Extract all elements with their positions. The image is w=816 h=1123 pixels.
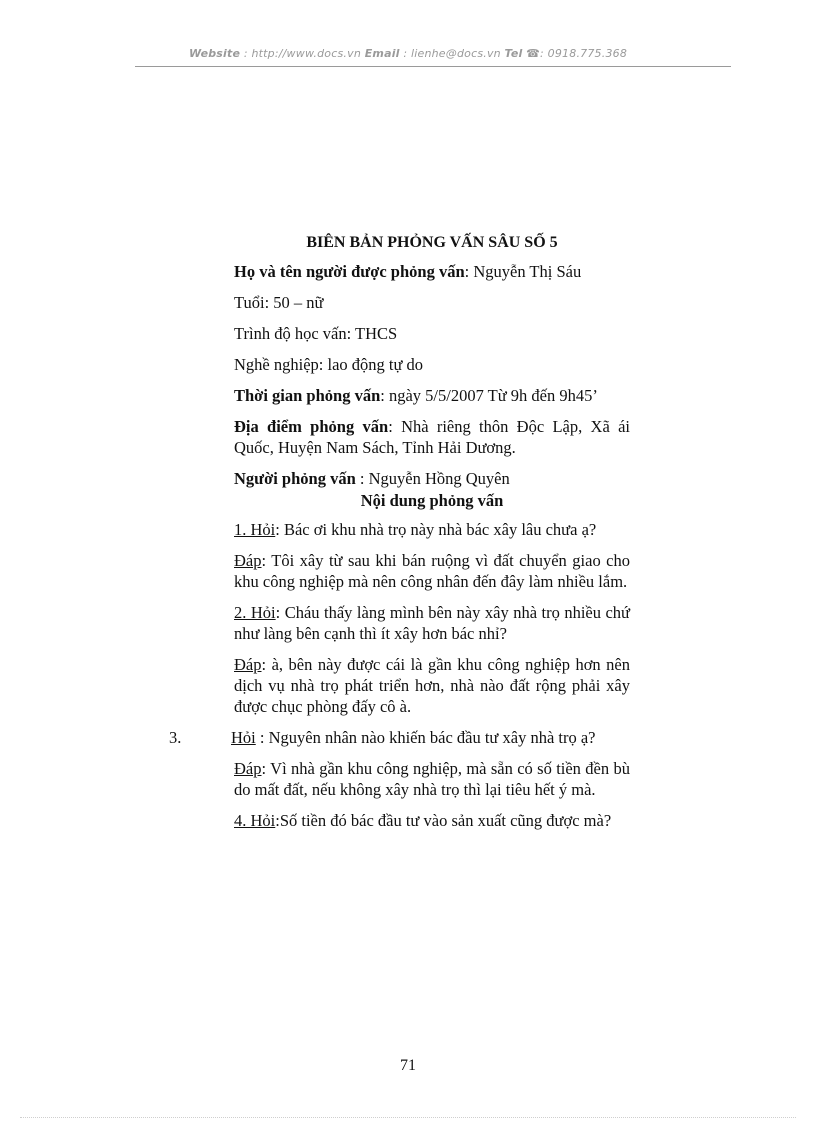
interviewer-label: Người phỏng vấn [234, 469, 356, 488]
content-heading: Nội dung phỏng vấn [360, 491, 504, 510]
tel-value: ☎: 0918.775.368 [526, 47, 628, 60]
qa-label: Hỏi [231, 728, 256, 747]
qa-text: : Vì nhà gần khu công nghiệp, mà sẵn có số tiền đền bù do mất đất, nếu không xây nhà trọ thì lại tiêu hết ý mà. [234, 759, 630, 799]
place-line [234, 416, 630, 458]
website-value: : http://www.docs.vn [243, 47, 361, 60]
qa-item [234, 758, 630, 800]
document-body [169, 232, 630, 841]
interviewee-label: Họ và tên người được phỏng vấn [234, 262, 465, 281]
qa-text: : à, bên này được cái là gần khu công nghiệp hơn nên dịch vụ nhà trọ phát triển hơn, nhà nào đất rộng phải xây được chục phòng đấy cô à. [234, 655, 630, 716]
occupation-line: Nghề nghiệp: lao động tự do [234, 355, 424, 374]
qa-label: Đáp [234, 759, 262, 778]
qa-text: : Cháu thấy làng mình bên này xây nhà trọ nhiều chứ như làng bên cạnh thì ít xây hơn bác nhỉ? [234, 603, 630, 643]
page-number: 71 [400, 1057, 416, 1074]
qa-text: : Nguyên nhân nào khiến bác đầu tư xây nhà trọ ạ? [255, 728, 596, 747]
place-value: : Nhà riêng thôn Độc Lập, Xã ái Quốc, Huyện Nam Sách, Tỉnh Hải Dương. [234, 417, 630, 457]
qa-text: : Tôi xây từ sau khi bán ruộng vì đất chuyển giao cho khu công nghiệp mà nên công nhân đến đây làm nhiều lắm. [234, 551, 630, 591]
interviewee-value: : Nguyễn Thị Sáu [464, 262, 582, 281]
interviewer-value: : Nguyễn Hồng Quyên [355, 469, 510, 488]
qa-label: 4. Hỏi [234, 811, 276, 830]
page-header [0, 47, 816, 60]
education-line: Trình độ học vấn: THCS [234, 324, 398, 343]
footer-dotted-line [20, 1117, 796, 1118]
qa-text: :Số tiền đó bác đầu tư vào sản xuất cũng được mà? [275, 811, 612, 830]
qa-item: 3. Hỏi : Nguyên nhân nào khiến bác đầu tư xây nhà trọ ạ? [169, 728, 596, 747]
tel-label: Tel [504, 47, 523, 60]
time-value: : ngày 5/5/2007 Từ 9h đến 9h45’ [380, 386, 598, 405]
qa-item [234, 654, 630, 717]
qa-text: : Bác ơi khu nhà trọ này nhà bác xây lâu chưa ạ? [275, 520, 597, 539]
qa-label: Đáp [234, 551, 262, 570]
interviewee-line [234, 261, 630, 282]
age-line: Tuổi: 50 – nữ [234, 293, 324, 312]
time-label: Thời gian phỏng vấn [234, 386, 381, 405]
qa-label: Đáp [234, 655, 262, 674]
interviewer-line [234, 468, 630, 489]
qa-item [234, 550, 630, 592]
website-label: Website [188, 47, 241, 60]
email-value: : lienhe@docs.vn [403, 47, 501, 60]
qa-item [234, 519, 630, 540]
qa-item [234, 602, 630, 644]
time-line [234, 385, 630, 406]
qa-label: 2. Hỏi [234, 603, 276, 622]
header-divider [135, 66, 731, 67]
place-label: Địa điểm phỏng vấn [234, 417, 389, 436]
qa-item [234, 810, 630, 831]
email-label: Email [364, 47, 400, 60]
document-title: BIÊN BẢN PHỎNG VẤN SÂU SỐ 5 [306, 234, 558, 251]
qa-label: 1. Hỏi [234, 520, 276, 539]
